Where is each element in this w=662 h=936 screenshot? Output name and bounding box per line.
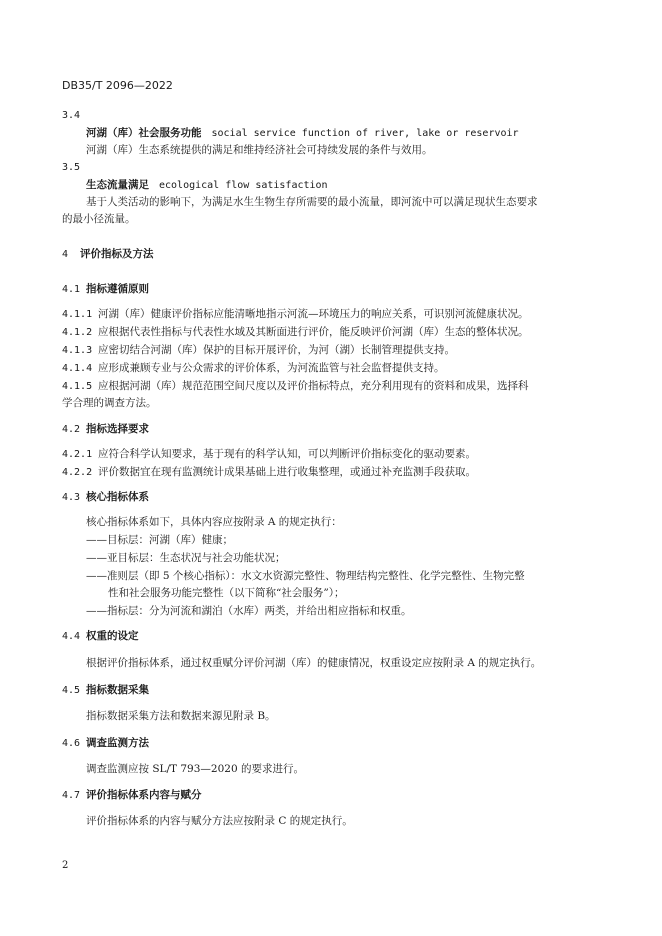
section-heading: 4.5 指标数据采集	[62, 684, 149, 696]
page-number: 2	[62, 860, 69, 871]
dash-item: ——目标层：河湖（库）健康；	[86, 534, 233, 546]
section-heading: 4.2 指标选择要求	[62, 423, 149, 435]
term-definition: 河湖（库）生态系统提供的满足和维持经济社会可持续发展的条件与效用。	[86, 144, 433, 156]
term-definition-cont: 的最小径流量。	[62, 213, 136, 225]
term-title-zh: 河湖（库）社会服务功能	[86, 127, 202, 139]
section-heading: 4.7 评价指标体系内容与赋分	[62, 789, 202, 801]
term-number: 3.5	[62, 162, 81, 173]
section-heading: 4.6 调查监测方法	[62, 737, 149, 749]
dash-item: ——准则层（即 5 个核心指标）：水文水资源完整性、物理结构完整性、化学完整性、生物完整	[86, 570, 525, 582]
dash-item-cont: 性和社会服务功能完整性（以下简称“社会服务”）；	[108, 587, 345, 599]
paragraph: 评价指标体系的内容与赋分方法应按附录 C 的规定执行。	[86, 815, 353, 827]
section-heading: 4.4 权重的设定	[62, 630, 139, 642]
dash-item: ——指标层：分为河流和湖泊（水库）两类，并给出相应指标和权重。	[86, 605, 412, 617]
clause-item: 4.1.1 河湖（库）健康评价指标应能清晰地指示河流—环境压力的响应关系，可识别河流健康状况。	[62, 308, 529, 320]
paragraph: 核心指标体系如下，具体内容应按附录 A 的规定执行：	[86, 516, 342, 528]
paragraph: 根据评价指标体系，通过权重赋分评价河湖（库）的健康情况，权重设定应按附录 A 的规定执行。	[86, 657, 542, 669]
chapter-heading: 4 评价指标及方法	[62, 248, 154, 260]
term-title-zh: 生态流量满足	[86, 179, 149, 191]
term-title-en: social service function of river, lake or reservoir	[211, 128, 519, 139]
term-title	[86, 125, 519, 142]
term-title	[86, 177, 328, 194]
section-heading: 4.1 指标遵循原则	[62, 283, 149, 295]
clause-item: 4.2.1 应符合科学认知要求，基于现有的科学认知，可以判断评价指标变化的驱动要素。	[62, 448, 476, 460]
term-title-en: ecological flow satisfaction	[159, 180, 328, 191]
clause-item: 4.2.2 评价数据宜在现有监测统计成果基础上进行收集整理，或通过补充监测手段获取。	[62, 466, 476, 478]
term-definition: 基于人类活动的影响下，为满足水生生物生存所需要的最小流量，即河流中可以满足现状生态要求	[86, 196, 538, 208]
clause-item: 4.1.3 应密切结合河湖（库）保护的目标开展评价，为河（湖）长制管理提供支持。	[62, 344, 455, 356]
term-number: 3.4	[62, 110, 81, 121]
section-heading: 4.3 核心指标体系	[62, 491, 149, 503]
dash-item: ——亚目标层：生态状况与社会功能状况；	[86, 552, 286, 564]
clause-item-cont: 学合理的调查方法。	[62, 397, 157, 409]
clause-item: 4.1.2 应根据代表性指标与代表性水域及其断面进行评价，能反映评价河湖（库）生态的整体状况。	[62, 326, 529, 338]
clause-item: 4.1.4 应形成兼顾专业与公众需求的评价体系，为河流监管与社会监督提供支持。	[62, 362, 445, 374]
document-id: DB35/T 2096—2022	[62, 79, 173, 92]
paragraph: 指标数据采集方法和数据来源见附录 B。	[86, 710, 276, 722]
clause-item: 4.1.5 应根据河湖（库）规范范围空间尺度以及评价指标特点，充分利用现有的资料和成果，选择科	[62, 380, 529, 392]
paragraph: 调查监测应按 SL/T 793—2020 的要求进行。	[86, 763, 304, 775]
